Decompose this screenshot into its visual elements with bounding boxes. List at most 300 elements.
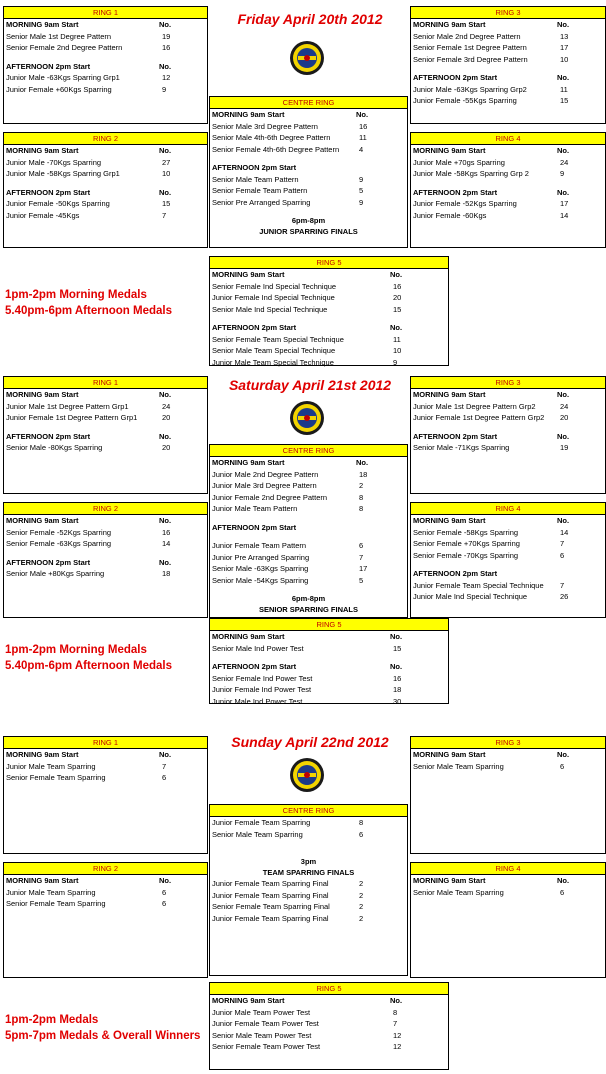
- number-column-label: No.: [356, 458, 369, 467]
- section-heading-label: AFTERNOON 2pm Start: [212, 522, 297, 532]
- section-gap: [210, 840, 407, 856]
- event-row: [210, 878, 407, 890]
- event-row: [4, 538, 207, 550]
- event-count: 17: [560, 199, 569, 208]
- event-row: [4, 898, 207, 910]
- ring-box-ring1: [3, 736, 208, 854]
- event-row: [210, 696, 448, 708]
- finals-label: SENIOR SPARRING FINALS: [258, 605, 359, 614]
- event-name: Junior Female Ind Special Technique: [212, 293, 335, 302]
- event-name: Junior Female 2nd Degree Pattern: [212, 492, 328, 502]
- medals-schedule: [5, 642, 172, 674]
- event-row: [411, 442, 605, 454]
- event-row: [4, 168, 207, 180]
- event-name: Junior Female 1st Degree Pattern Grp2: [413, 413, 545, 422]
- event-name: Junior Female Team Sparring Final: [212, 890, 329, 900]
- event-row: [411, 31, 605, 43]
- event-row: [210, 345, 448, 357]
- event-name: Junior Male Ind Power Test: [212, 696, 303, 706]
- event-row: [210, 890, 407, 902]
- event-row: [4, 761, 207, 773]
- section-gap: [4, 424, 207, 431]
- section-heading-label: MORNING 9am Start: [212, 458, 285, 467]
- event-count: 24: [560, 401, 569, 411]
- event-row: [210, 817, 407, 829]
- section-heading: [411, 568, 605, 580]
- event-name: Senior Male 1st Degree Pattern: [6, 31, 112, 41]
- event-count: 24: [162, 401, 171, 411]
- medals-line: 1pm-2pm Morning Medals: [5, 289, 147, 301]
- section-heading-label: AFTERNOON 2pm Start: [413, 431, 498, 441]
- number-column-label: No.: [557, 390, 570, 399]
- federation-emblem-icon: [289, 400, 325, 436]
- event-name: Junior Male -63Kgs Sparring Grp1: [6, 73, 120, 82]
- event-name: Senior Female 1st Degree Pattern: [413, 43, 527, 52]
- event-name: Senior Female Team Special Technique: [212, 334, 344, 344]
- event-row: [210, 144, 407, 156]
- event-row: [411, 157, 605, 169]
- section-heading: [411, 389, 605, 401]
- event-row: [210, 492, 407, 504]
- number-column-label: No.: [390, 632, 403, 641]
- event-name: Senior Male Team Sparring: [413, 761, 504, 771]
- ring-box-centre: [209, 96, 408, 248]
- event-count: 8: [359, 504, 364, 513]
- event-name: Junior Female Team Special Technique: [413, 580, 544, 590]
- section-heading: [411, 749, 605, 761]
- event-row: [411, 550, 605, 562]
- event-name: Senior Female Team Sparring: [6, 899, 106, 908]
- event-count: 2: [359, 890, 364, 900]
- event-count: 30: [393, 696, 402, 706]
- number-column-label: No.: [159, 750, 172, 759]
- section-heading-label: MORNING 9am Start: [413, 876, 486, 885]
- event-row: [210, 480, 407, 492]
- event-count: 6: [560, 550, 565, 560]
- number-column-label: No.: [390, 323, 403, 332]
- ring-box-ring4: [410, 132, 606, 248]
- event-row: [210, 292, 448, 304]
- section-heading: [411, 431, 605, 443]
- ring-header: RING 5: [210, 983, 448, 995]
- ring-header: RING 2: [4, 503, 207, 515]
- event-name: Junior Male Team Pattern: [212, 504, 298, 513]
- event-name: Senior Male +80Kgs Sparring: [6, 569, 105, 578]
- event-row: [4, 412, 207, 424]
- event-count: 19: [162, 31, 171, 41]
- event-row: [411, 210, 605, 222]
- event-count: 2: [359, 902, 364, 911]
- number-column-label: No.: [159, 390, 172, 399]
- event-name: Junior Male 1st Degree Pattern Grp1: [6, 401, 129, 411]
- section-heading: [210, 109, 407, 121]
- section-heading: [4, 145, 207, 157]
- event-count: 10: [393, 346, 402, 355]
- section-heading: [4, 187, 207, 199]
- section-heading: [4, 61, 207, 73]
- event-count: 18: [393, 685, 402, 694]
- event-count: 6: [359, 829, 364, 839]
- section-gap: [210, 315, 448, 322]
- event-count: 12: [162, 73, 171, 82]
- section-gap: [4, 180, 207, 187]
- event-row: [210, 684, 448, 696]
- event-name: Senior Male 2nd Degree Pattern: [413, 31, 521, 41]
- federation-emblem-icon: [289, 757, 325, 793]
- ring-box-ring3: [410, 6, 606, 124]
- event-row: [210, 304, 448, 316]
- event-count: 7: [359, 552, 364, 562]
- number-column-label: No.: [159, 146, 172, 155]
- event-count: 14: [560, 527, 569, 537]
- section-heading: [411, 515, 605, 527]
- event-row: [210, 174, 407, 186]
- event-name: Senior Female Ind Special Technique: [212, 281, 337, 291]
- ring-header: RING 3: [411, 7, 605, 19]
- event-name: Senior Male Team Sparring: [212, 829, 303, 839]
- event-name: Senior Male -63Kgs Sparring: [212, 564, 309, 573]
- section-heading: [210, 269, 448, 281]
- finals-label: JUNIOR SPARRING FINALS: [259, 227, 358, 236]
- event-name: Junior Male 1st Degree Pattern Grp2: [413, 401, 536, 411]
- event-count: 15: [393, 304, 402, 314]
- section-heading-label: AFTERNOON 2pm Start: [413, 187, 498, 197]
- event-count: 19: [560, 443, 569, 452]
- event-row: [210, 575, 407, 587]
- event-name: Junior Male Team Power Test: [212, 1007, 311, 1017]
- number-column-label: No.: [356, 110, 369, 119]
- section-heading-label: MORNING 9am Start: [413, 146, 486, 155]
- ring-box-ring2: [3, 502, 208, 618]
- event-count: 16: [393, 281, 402, 291]
- event-name: Junior Male -70Kgs Sparring: [6, 157, 102, 167]
- section-gap: [411, 424, 605, 431]
- event-count: 13: [560, 31, 569, 41]
- number-column-label: No.: [557, 876, 570, 885]
- event-row: [411, 761, 605, 773]
- event-row: [411, 591, 605, 603]
- section-heading: [210, 661, 448, 673]
- ring-header: RING 4: [411, 863, 605, 875]
- ring-header: CENTRE RING: [210, 97, 407, 109]
- section-heading: [411, 19, 605, 31]
- section-heading-label: AFTERNOON 2pm Start: [6, 61, 91, 71]
- event-row: [4, 442, 207, 454]
- event-row: [411, 42, 605, 54]
- medals-line: 1pm-2pm Morning Medals: [5, 644, 147, 656]
- section-heading: [210, 995, 448, 1007]
- event-count: 24: [560, 157, 569, 167]
- ring-header: RING 5: [210, 257, 448, 269]
- event-row: [411, 168, 605, 180]
- section-heading-label: AFTERNOON 2pm Start: [212, 323, 297, 332]
- event-name: Junior Female Team Sparring Final: [212, 913, 329, 923]
- section-gap: [210, 515, 407, 522]
- event-count: 9: [393, 357, 398, 367]
- section-heading-label: AFTERNOON 2pm Start: [6, 557, 91, 567]
- event-row: [4, 527, 207, 539]
- event-count: 7: [162, 761, 167, 771]
- ring-box-centre: [209, 444, 408, 618]
- finals-label: 6pm-8pm: [291, 594, 326, 603]
- event-name: Senior Male -71Kgs Sparring: [413, 443, 510, 452]
- event-count: 10: [162, 169, 171, 178]
- event-name: Junior Female Team Sparring Final: [212, 879, 329, 888]
- section-heading-label: AFTERNOON 2pm Start: [6, 431, 91, 441]
- ring-box-ring5: [209, 256, 449, 366]
- event-count: 16: [162, 43, 171, 52]
- event-count: 7: [560, 580, 565, 590]
- number-column-label: No.: [557, 187, 570, 197]
- ring-box-ring2: [3, 862, 208, 978]
- event-count: 5: [359, 186, 364, 195]
- event-row: [210, 185, 407, 197]
- ring-box-ring3: [410, 376, 606, 494]
- event-name: Junior Female Team Pattern: [212, 541, 307, 550]
- event-count: 17: [359, 564, 368, 573]
- event-row: [411, 580, 605, 592]
- event-name: Senior Female Team Sparring: [6, 773, 106, 782]
- section-heading-label: MORNING 9am Start: [212, 110, 285, 119]
- day-title: Saturday April 21st 2012: [228, 377, 392, 393]
- event-name: Junior Female 1st Degree Pattern Grp1: [6, 413, 138, 422]
- event-name: Senior Female Team Pattern: [212, 186, 308, 195]
- event-row: [411, 401, 605, 413]
- event-name: Senior Female 4th-6th Degree Pattern: [212, 144, 340, 154]
- event-name: Senior Male Ind Power Test: [212, 643, 304, 653]
- event-count: 15: [162, 199, 171, 208]
- event-count: 6: [560, 761, 565, 771]
- event-name: Junior Female +60Kgs Sparring: [6, 84, 112, 94]
- event-count: 6: [162, 773, 167, 782]
- section-heading-label: MORNING 9am Start: [413, 20, 486, 29]
- section-heading-label: MORNING 9am Start: [413, 750, 486, 759]
- section-gap: [4, 550, 207, 557]
- event-name: Junior Female -52Kgs Sparring: [413, 199, 517, 208]
- event-count: 6: [162, 899, 167, 908]
- event-name: Junior Female -50Kgs Sparring: [6, 199, 110, 208]
- event-row: [411, 887, 605, 899]
- number-column-label: No.: [390, 996, 403, 1005]
- event-name: Junior Male -58Kgs Sparring Grp1: [6, 169, 120, 178]
- event-name: Senior Female -70Kgs Sparring: [413, 550, 519, 560]
- ring-box-ring4: [410, 502, 606, 618]
- event-row: [411, 84, 605, 96]
- event-count: 9: [162, 84, 167, 94]
- event-count: 8: [359, 492, 364, 502]
- section-heading: [411, 145, 605, 157]
- event-count: 20: [560, 413, 569, 422]
- event-row: [210, 540, 407, 552]
- event-name: Senior Male 3rd Degree Pattern: [212, 121, 318, 131]
- section-gap: [210, 208, 407, 215]
- event-name: Junior Male +70gs Sparring: [413, 157, 505, 167]
- event-row: [4, 568, 207, 580]
- medals-line: 5pm-7pm Medals & Overall Winners: [5, 1030, 201, 1042]
- number-column-label: No.: [557, 20, 570, 29]
- number-column-label: No.: [159, 61, 172, 71]
- section-heading: [411, 72, 605, 84]
- event-row: [210, 1041, 448, 1053]
- number-column-label: No.: [557, 73, 570, 82]
- event-count: 17: [560, 43, 569, 52]
- event-name: Junior Female -45Kgs: [6, 210, 80, 220]
- event-name: Senior Pre Arranged Sparring: [212, 197, 311, 207]
- event-row: [210, 901, 407, 913]
- event-row: [210, 281, 448, 293]
- ring-header: RING 3: [411, 377, 605, 389]
- event-row: [4, 887, 207, 899]
- event-name: Senior Male Team Pattern: [212, 174, 299, 184]
- event-name: Senior Female Team Power Test: [212, 1042, 321, 1051]
- event-count: 27: [162, 157, 171, 167]
- event-name: Junior Male -58Kgs Sparring Grp 2: [413, 169, 529, 178]
- event-row: [210, 121, 407, 133]
- event-name: Senior Male -80Kgs Sparring: [6, 443, 103, 452]
- event-name: Junior Female -55Kgs Sparring: [413, 96, 517, 105]
- event-row: [210, 197, 407, 209]
- number-column-label: No.: [159, 876, 172, 885]
- section-gap: [210, 533, 407, 540]
- section-gap: [210, 654, 448, 661]
- event-count: 9: [359, 197, 364, 207]
- event-row: [411, 527, 605, 539]
- ring-header: CENTRE RING: [210, 445, 407, 457]
- number-column-label: No.: [159, 516, 172, 525]
- ring-header: RING 2: [4, 863, 207, 875]
- event-count: 20: [162, 443, 171, 452]
- event-count: 10: [560, 54, 569, 64]
- ring-header: RING 5: [210, 619, 448, 631]
- event-name: Senior Male Ind Special Technique: [212, 304, 328, 314]
- event-count: 16: [359, 121, 368, 131]
- event-row: [4, 198, 207, 210]
- number-column-label: No.: [390, 270, 403, 279]
- section-heading: [210, 162, 407, 174]
- event-row: [210, 563, 407, 575]
- section-heading-label: MORNING 9am Start: [6, 750, 79, 759]
- event-count: 2: [359, 879, 364, 888]
- event-count: 9: [359, 174, 364, 184]
- section-gap: [210, 586, 407, 593]
- event-name: Senior Male Team Power Test: [212, 1030, 312, 1040]
- event-row: [4, 401, 207, 413]
- event-row: [210, 503, 407, 515]
- event-name: Junior Pre Arranged Sparring: [212, 552, 310, 562]
- section-heading-label: MORNING 9am Start: [6, 146, 79, 155]
- event-row: [4, 210, 207, 222]
- section-gap: [411, 561, 605, 568]
- section-heading-label: MORNING 9am Start: [413, 516, 486, 525]
- ring-header: RING 3: [411, 737, 605, 749]
- event-count: 11: [359, 133, 367, 142]
- event-row: [210, 1007, 448, 1019]
- event-count: 6: [359, 541, 364, 550]
- number-column-label: No.: [557, 750, 570, 759]
- event-count: 6: [162, 887, 167, 897]
- section-heading-label: MORNING 9am Start: [212, 996, 285, 1005]
- event-row: [411, 54, 605, 66]
- event-row: [4, 42, 207, 54]
- section-heading-label: MORNING 9am Start: [212, 270, 285, 279]
- number-column-label: No.: [159, 20, 172, 29]
- ring-header: RING 2: [4, 133, 207, 145]
- event-row: [210, 913, 407, 925]
- section-heading-label: MORNING 9am Start: [413, 390, 486, 399]
- event-count: 8: [393, 1007, 398, 1017]
- event-name: Junior Male Team Sparring: [6, 761, 96, 771]
- section-heading-label: MORNING 9am Start: [6, 876, 79, 885]
- ring-header: CENTRE RING: [210, 805, 407, 817]
- event-count: 11: [393, 334, 401, 344]
- event-row: [210, 132, 407, 144]
- number-column-label: No.: [159, 187, 172, 197]
- event-name: Senior Male Team Sparring: [413, 887, 504, 897]
- ring-box-centre: [209, 804, 408, 976]
- event-row: [4, 772, 207, 784]
- medals-line: 5.40pm-6pm Afternoon Medals: [5, 305, 172, 317]
- event-count: 20: [162, 413, 171, 422]
- event-count: 12: [393, 1042, 402, 1051]
- section-heading-label: AFTERNOON 2pm Start: [413, 73, 498, 82]
- number-column-label: No.: [159, 557, 172, 567]
- event-count: 15: [393, 643, 402, 653]
- event-count: 7: [560, 539, 565, 548]
- event-name: Junior Male 2nd Degree Pattern: [212, 469, 319, 479]
- event-name: Senior Female Team Sparring Final: [212, 902, 330, 911]
- event-name: Junior Male Team Sparring: [6, 887, 96, 897]
- event-name: Junior Male 3rd Degree Pattern: [212, 481, 317, 490]
- event-row: [210, 552, 407, 564]
- section-gap: [210, 155, 407, 162]
- medals-schedule: [5, 1012, 200, 1044]
- number-column-label: No.: [557, 516, 570, 525]
- finals-label: 3pm: [300, 857, 317, 866]
- number-column-label: No.: [557, 146, 570, 155]
- event-name: Senior Female Ind Power Test: [212, 673, 313, 683]
- event-name: Junior Female Ind Power Test: [212, 685, 312, 694]
- event-row: [4, 84, 207, 96]
- event-count: 26: [560, 592, 569, 601]
- ring-header: RING 4: [411, 133, 605, 145]
- event-name: Senior Female -58Kgs Sparring: [413, 527, 519, 537]
- event-row: [210, 643, 448, 655]
- medals-line: 1pm-2pm Medals: [5, 1014, 99, 1026]
- event-count: 9: [560, 169, 565, 178]
- federation-emblem-icon: [289, 40, 325, 76]
- section-heading: [411, 875, 605, 887]
- section-heading-label: AFTERNOON 2pm Start: [212, 163, 297, 172]
- event-name: Senior Female -52Kgs Sparring: [6, 527, 112, 537]
- section-gap: [4, 54, 207, 61]
- ring-box-ring3: [410, 736, 606, 854]
- section-gap: [411, 65, 605, 72]
- event-row: [210, 673, 448, 685]
- event-row: [4, 31, 207, 43]
- ring-box-ring5: [209, 618, 449, 704]
- event-row: [210, 334, 448, 346]
- event-name: Junior Male Ind Special Technique: [413, 592, 528, 601]
- ring-box-ring1: [3, 6, 208, 124]
- day-title: Friday April 20th 2012: [237, 11, 383, 27]
- event-count: 8: [359, 818, 364, 827]
- event-row: [4, 72, 207, 84]
- event-row: [210, 357, 448, 369]
- section-heading: [210, 322, 448, 334]
- section-heading-label: AFTERNOON 2pm Start: [413, 569, 498, 578]
- event-row: [4, 157, 207, 169]
- finals-label: 6pm-8pm: [291, 216, 326, 225]
